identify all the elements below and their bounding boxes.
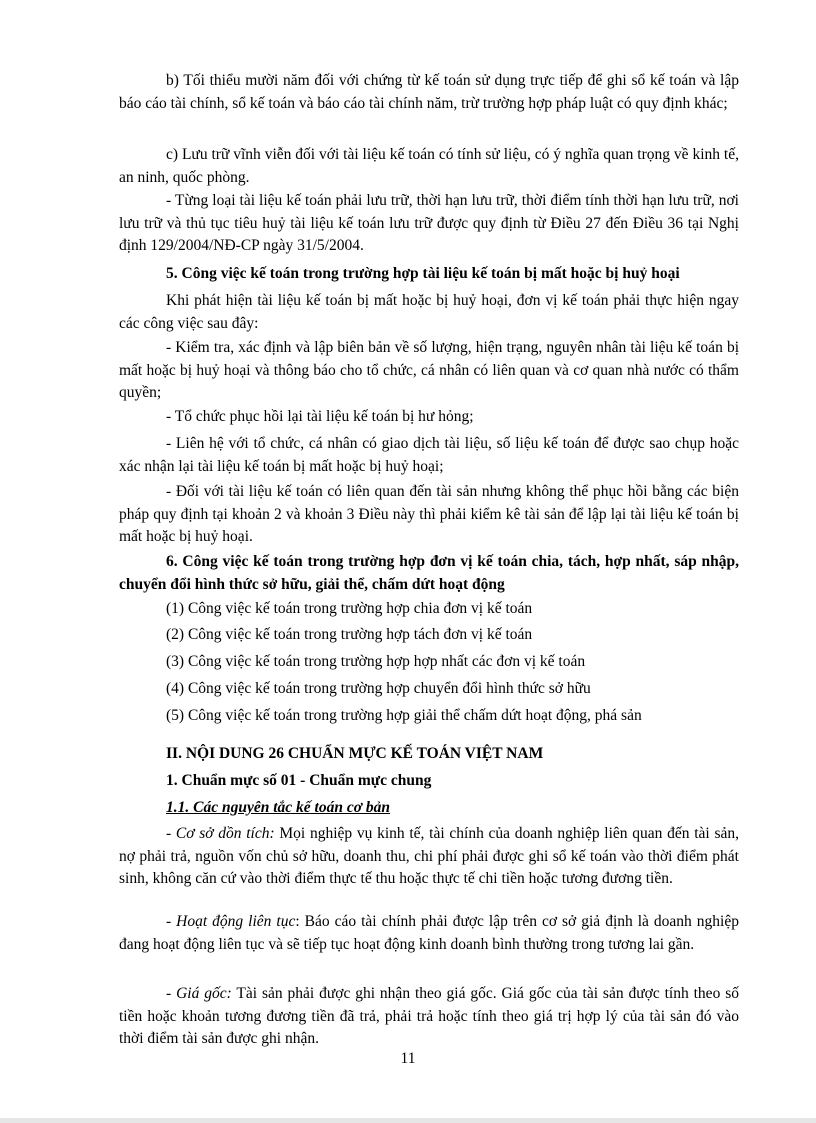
page-number: 11	[400, 1050, 416, 1067]
paragraph-storage-rules: - Từng loại tài liệu kế toán phải lưu trữ, thời hạn lưu trữ, thời điểm tính thời hạn lưu trữ, nơi lưu trữ và thủ tục tiêu huỷ tài liệu kế toán lưu trữ được quy định từ Điều 27 đến Điều 36 tại Nghị định 129/2004/NĐ-CP ngày 31/5/2004.	[119, 192, 739, 254]
historical-cost-text: Tài sản phải được ghi nhận theo giá gốc. Giá gốc của tài sản được tính theo số tiền hoặc khoản tương đương tiền đã trả, phải trả hoặc tính theo giá trị hợp lý của tài sản đó vào thời điểm tài sản được ghi nhận.	[119, 985, 739, 1047]
paragraph-b: b) Tối thiểu mười năm đối với chứng từ kế toán sử dụng trực tiếp để ghi sổ kế toán và lập báo cáo tài chính, sổ kế toán và báo cáo tài chính năm, trừ trường hợp pháp luật có quy định khác;	[119, 72, 739, 112]
list-item-1: (1) Công việc kế toán trong trường hợp chia đơn vị kế toán	[166, 600, 533, 617]
heading-section-5: 5. Công việc kế toán trong trường hợp tài liệu kế toán bị mất hoặc bị huỷ hoại	[166, 265, 680, 282]
heading-section-6: 6. Công việc kế toán trong trường hợp đơn vị kế toán chia, tách, hợp nhất, sáp nhập, chuyển đổi hình thức sở hữu, giải thể, chấm dứt hoạt động	[119, 553, 739, 593]
list-item-4: (4) Công việc kế toán trong trường hợp chuyển đổi hình thức sở hữu	[166, 680, 591, 697]
paragraph-check: - Kiểm tra, xác định và lập biên bản về số lượng, hiện trạng, nguyên nhân tài liệu kế toán bị mất hoặc bị huỷ hoại và thông báo cho tổ chức, cá nhân có liên quan và cơ quan nhà nước có thẩm quyền;	[119, 339, 739, 401]
paragraph-inventory: - Đối với tài liệu kế toán có liên quan đến tài sản nhưng không thể phục hồi bằng các biện pháp quy định tại khoản 2 và khoản 3 Điều này thì phải kiểm kê tài sản để lập lại tài liệu kế toán bị mất hoặc bị huỷ hoại.	[119, 483, 739, 545]
heading-part-ii: II. NỘI DUNG 26 CHUẨN MỰC KẾ TOÁN VIỆT NAM	[166, 745, 544, 762]
paragraph-historical-cost	[119, 983, 739, 1051]
list-item-2: (2) Công việc kế toán trong trường hợp tách đơn vị kế toán	[166, 626, 533, 643]
paragraph-restore: - Tổ chức phục hồi lại tài liệu kế toán bị hư hỏng;	[166, 408, 474, 425]
paragraph-accrual	[119, 823, 739, 891]
paragraph-going-concern	[119, 911, 739, 956]
going-concern-text: : Báo cáo tài chính phải được lập trên cơ sở giả định là doanh nghiệp đang hoạt động liên tục và sẽ tiếp tục hoạt động kinh doanh bình thường trong tương lai gần.	[119, 913, 739, 953]
page-bottom-edge	[0, 1118, 816, 1123]
paragraph-intro-5: Khi phát hiện tài liệu kế toán bị mất hoặc bị huỷ hoại, đơn vị kế toán phải thực hiện ngay các công việc sau đây:	[119, 292, 739, 332]
paragraph-c: c) Lưu trữ vĩnh viễn đối với tài liệu kế toán có tính sử liệu, có ý nghĩa quan trọng về kinh tế, an ninh, quốc phòng.	[119, 146, 739, 186]
term-accrual: - Cơ sở dồn tích:	[166, 825, 275, 842]
list-item-3: (3) Công việc kế toán trong trường hợp hợp nhất các đơn vị kế toán	[166, 653, 586, 670]
paragraph-contact: - Liên hệ với tổ chức, cá nhân có giao dịch tài liệu, số liệu kế toán để được sao chụp hoặc xác nhận lại tài liệu kế toán bị mất hoặc bị huỷ hoại;	[119, 435, 739, 475]
accrual-text: Mọi nghiệp vụ kinh tế, tài chính của doanh nghiệp liên quan đến tài sản, nợ phải trả, nguồn vốn chủ sở hữu, doanh thu, chi phí phải được ghi sổ kế toán vào thời điểm phát sinh, không căn cứ vào thời điểm thực tế thu hoặc thực tế chi tiền hoặc tương đương tiền.	[119, 825, 739, 887]
term-going-concern: - Hoạt động liên tục	[166, 913, 296, 930]
term-historical-cost: - Giá gốc:	[166, 985, 232, 1002]
heading-principles: 1.1. Các nguyên tắc kế toán cơ bản	[166, 799, 391, 816]
heading-standard-01: 1. Chuẩn mực số 01 - Chuẩn mực chung	[166, 772, 432, 789]
list-item-5: (5) Công việc kế toán trong trường hợp giải thể chấm dứt hoạt động, phá sản	[166, 707, 642, 724]
